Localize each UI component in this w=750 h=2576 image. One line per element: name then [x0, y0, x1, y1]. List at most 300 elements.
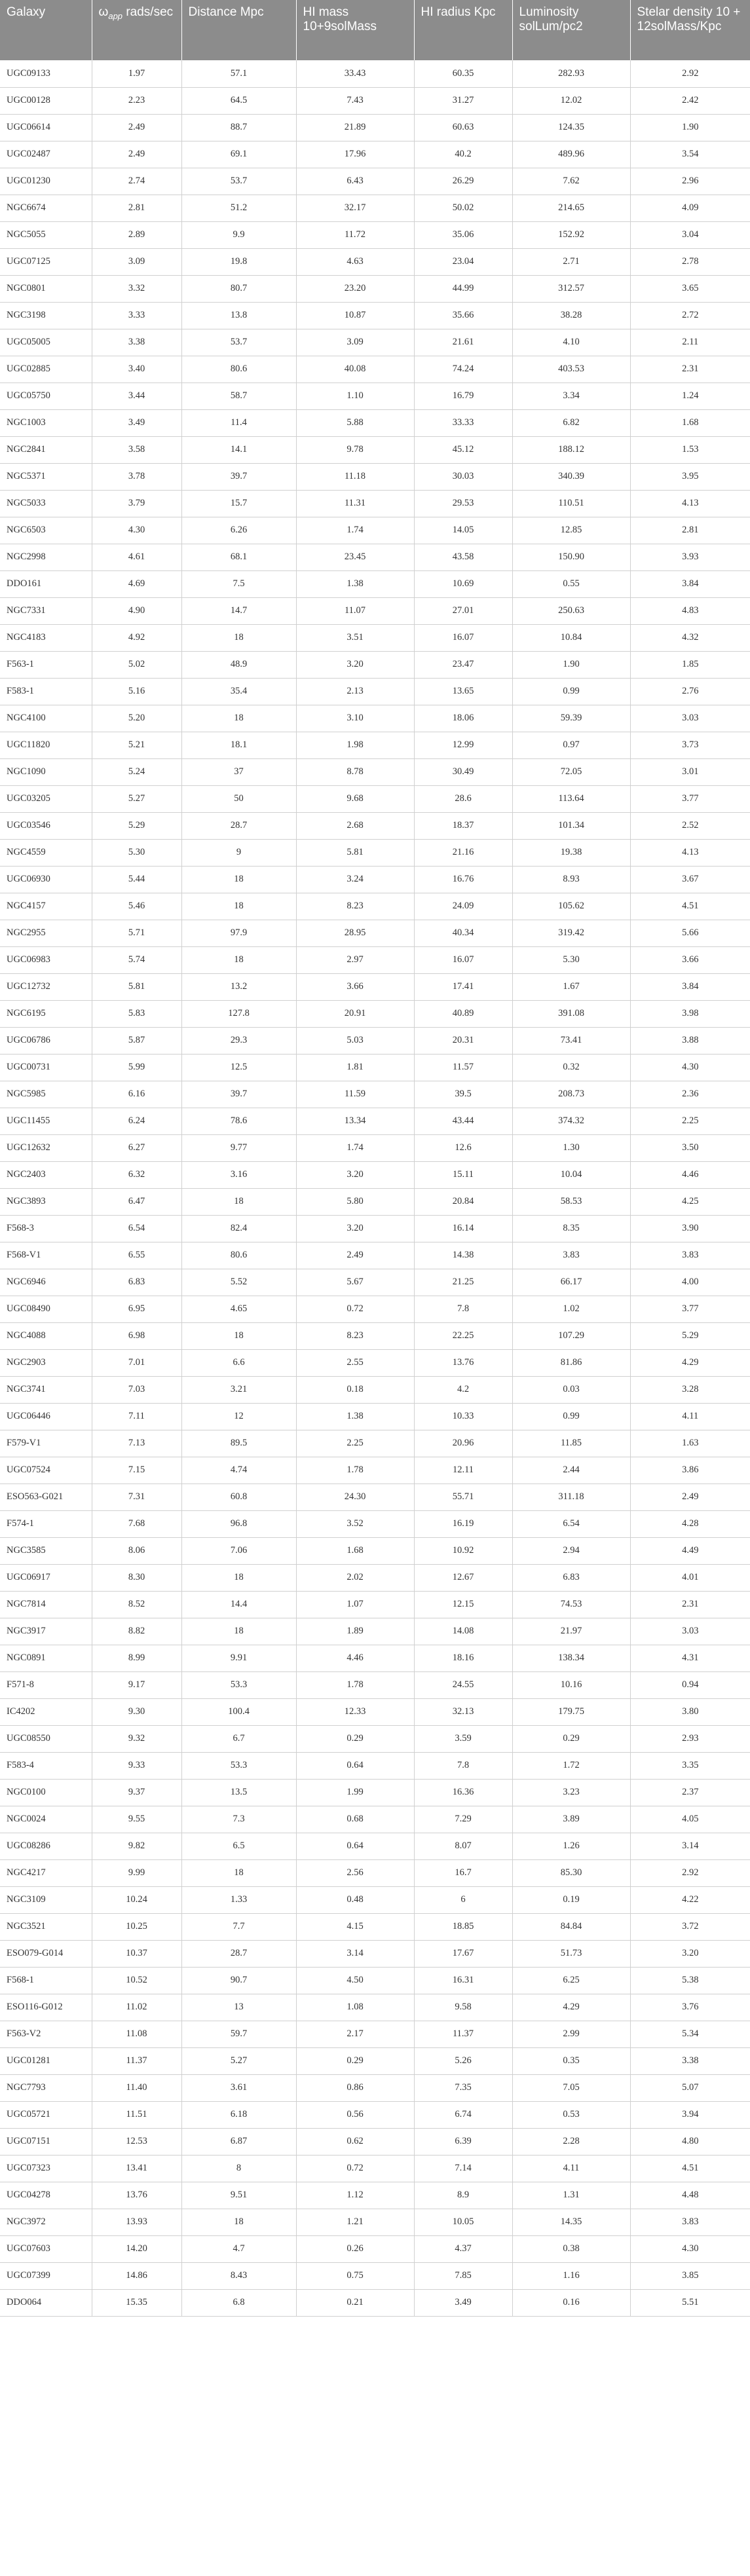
stellar-density-cell: 4.51 — [630, 2155, 750, 2182]
omega-cell: 3.79 — [92, 490, 181, 517]
stellar-density-cell: 3.65 — [630, 275, 750, 302]
distance-cell: 6.8 — [181, 2289, 296, 2316]
distance-cell: 6.7 — [181, 1725, 296, 1752]
hi-radius-cell: 29.53 — [414, 490, 512, 517]
hi-mass-cell: 3.24 — [296, 866, 414, 893]
galaxy-name-cell: NGC4088 — [0, 1322, 92, 1349]
distance-cell: 13 — [181, 1994, 296, 2021]
hi-mass-cell: 11.18 — [296, 463, 414, 490]
hi-radius-cell: 60.35 — [414, 60, 512, 87]
galaxy-name-cell: UGC00731 — [0, 1054, 92, 1081]
hi-mass-cell: 1.81 — [296, 1054, 414, 1081]
distance-cell: 12 — [181, 1403, 296, 1430]
table-row — [0, 785, 750, 812]
luminosity-cell: 11.85 — [512, 1430, 630, 1457]
omega-cell: 15.35 — [92, 2289, 181, 2316]
galaxy-name-cell: NGC3972 — [0, 2209, 92, 2235]
hi-mass-cell: 6.43 — [296, 168, 414, 195]
hi-mass-cell: 0.48 — [296, 1886, 414, 1913]
stellar-density-cell: 2.36 — [630, 1081, 750, 1108]
luminosity-cell: 188.12 — [512, 436, 630, 463]
galaxy-name-cell: UGC12732 — [0, 973, 92, 1000]
stellar-density-cell: 3.83 — [630, 1242, 750, 1269]
galaxy-name-cell: NGC7814 — [0, 1591, 92, 1618]
distance-cell: 51.2 — [181, 195, 296, 221]
hi-mass-cell: 0.26 — [296, 2235, 414, 2262]
distance-cell: 18 — [181, 2209, 296, 2235]
hi-mass-cell: 3.52 — [296, 1510, 414, 1537]
hi-mass-cell: 2.68 — [296, 812, 414, 839]
hi-mass-cell: 3.51 — [296, 624, 414, 651]
stellar-density-cell: 4.25 — [630, 1188, 750, 1215]
hi-mass-cell: 1.38 — [296, 570, 414, 597]
distance-cell: 39.7 — [181, 463, 296, 490]
omega-cell: 7.15 — [92, 1457, 181, 1484]
table-row — [0, 1537, 750, 1564]
luminosity-cell: 2.71 — [512, 248, 630, 275]
distance-cell: 4.7 — [181, 2235, 296, 2262]
hi-radius-cell: 7.14 — [414, 2155, 512, 2182]
hi-mass-cell: 0.18 — [296, 1376, 414, 1403]
table-row — [0, 2074, 750, 2101]
hi-mass-cell: 11.31 — [296, 490, 414, 517]
omega-cell: 3.32 — [92, 275, 181, 302]
omega-cell: 7.03 — [92, 1376, 181, 1403]
hi-mass-cell: 1.89 — [296, 1618, 414, 1645]
hi-mass-cell: 4.15 — [296, 1913, 414, 1940]
hi-radius-cell: 7.8 — [414, 1752, 512, 1779]
stellar-density-cell: 5.07 — [630, 2074, 750, 2101]
omega-cell: 2.49 — [92, 114, 181, 141]
galaxy-name-cell: NGC2998 — [0, 544, 92, 570]
stellar-density-cell: 3.80 — [630, 1698, 750, 1725]
table-row — [0, 1108, 750, 1134]
hi-mass-cell: 2.25 — [296, 1430, 414, 1457]
galaxy-name-cell: UGC07524 — [0, 1457, 92, 1484]
galaxy-name-cell: NGC5371 — [0, 463, 92, 490]
distance-cell: 64.5 — [181, 87, 296, 114]
distance-cell: 18 — [181, 1618, 296, 1645]
stellar-density-cell: 3.95 — [630, 463, 750, 490]
table-row — [0, 1913, 750, 1940]
stellar-density-cell: 1.63 — [630, 1430, 750, 1457]
distance-cell: 90.7 — [181, 1967, 296, 1994]
distance-cell: 53.7 — [181, 329, 296, 356]
distance-cell: 7.3 — [181, 1806, 296, 1833]
table-row — [0, 1054, 750, 1081]
omega-cell: 5.21 — [92, 732, 181, 758]
distance-cell: 13.2 — [181, 973, 296, 1000]
omega-cell: 5.27 — [92, 785, 181, 812]
stellar-density-cell: 1.90 — [630, 114, 750, 141]
luminosity-cell: 282.93 — [512, 60, 630, 87]
galaxy-name-cell: UGC08286 — [0, 1833, 92, 1859]
luminosity-cell: 3.83 — [512, 1242, 630, 1269]
distance-cell: 9.51 — [181, 2182, 296, 2209]
hi-mass-cell: 12.33 — [296, 1698, 414, 1725]
table-row — [0, 1376, 750, 1403]
luminosity-cell: 1.16 — [512, 2262, 630, 2289]
table-row — [0, 490, 750, 517]
distance-cell: 5.27 — [181, 2047, 296, 2074]
distance-cell: 69.1 — [181, 141, 296, 168]
luminosity-cell: 113.64 — [512, 785, 630, 812]
hi-radius-cell: 16.7 — [414, 1859, 512, 1886]
omega-cell: 9.82 — [92, 1833, 181, 1859]
hi-radius-cell: 7.35 — [414, 2074, 512, 2101]
table-row — [0, 946, 750, 973]
table-row — [0, 1081, 750, 1108]
galaxy-name-cell: UGC07323 — [0, 2155, 92, 2182]
hi-mass-cell: 3.20 — [296, 651, 414, 678]
hi-radius-cell: 30.49 — [414, 758, 512, 785]
hi-mass-cell: 2.17 — [296, 2021, 414, 2047]
galaxy-name-cell: UGC07603 — [0, 2235, 92, 2262]
hi-mass-cell: 40.08 — [296, 356, 414, 383]
distance-cell: 14.7 — [181, 597, 296, 624]
hi-mass-cell: 1.99 — [296, 1779, 414, 1806]
stellar-density-cell: 4.29 — [630, 1349, 750, 1376]
stellar-density-cell: 2.78 — [630, 248, 750, 275]
omega-cell: 11.51 — [92, 2101, 181, 2128]
hi-radius-cell: 16.76 — [414, 866, 512, 893]
distance-cell: 6.5 — [181, 1833, 296, 1859]
table-row — [0, 1618, 750, 1645]
hi-radius-cell: 7.85 — [414, 2262, 512, 2289]
galaxy-name-cell: NGC0024 — [0, 1806, 92, 1833]
luminosity-cell: 74.53 — [512, 1591, 630, 1618]
distance-cell: 80.6 — [181, 356, 296, 383]
hi-radius-cell: 13.65 — [414, 678, 512, 705]
galaxy-name-cell: NGC6674 — [0, 195, 92, 221]
galaxy-name-cell: UGC08490 — [0, 1296, 92, 1322]
table-row — [0, 624, 750, 651]
luminosity-cell: 1.26 — [512, 1833, 630, 1859]
luminosity-cell: 0.97 — [512, 732, 630, 758]
distance-cell: 28.7 — [181, 812, 296, 839]
omega-cell: 7.13 — [92, 1430, 181, 1457]
galaxy-name-cell: NGC7793 — [0, 2074, 92, 2101]
table-row — [0, 1833, 750, 1859]
hi-mass-cell: 1.21 — [296, 2209, 414, 2235]
luminosity-cell: 250.63 — [512, 597, 630, 624]
hi-radius-cell: 33.33 — [414, 409, 512, 436]
hi-radius-cell: 43.44 — [414, 1108, 512, 1134]
hi-radius-cell: 14.05 — [414, 517, 512, 544]
distance-cell: 6.18 — [181, 2101, 296, 2128]
hi-radius-cell: 11.37 — [414, 2021, 512, 2047]
hi-radius-cell: 4.2 — [414, 1376, 512, 1403]
luminosity-cell: 0.99 — [512, 1403, 630, 1430]
hi-radius-cell: 14.38 — [414, 1242, 512, 1269]
hi-radius-cell: 13.76 — [414, 1349, 512, 1376]
stellar-density-cell: 5.29 — [630, 1322, 750, 1349]
galaxy-name-cell: DDO064 — [0, 2289, 92, 2316]
hi-radius-cell: 12.67 — [414, 1564, 512, 1591]
stellar-density-cell: 5.51 — [630, 2289, 750, 2316]
galaxy-name-cell: NGC3893 — [0, 1188, 92, 1215]
galaxy-name-cell: UGC04278 — [0, 2182, 92, 2209]
hi-radius-cell: 55.71 — [414, 1484, 512, 1510]
stellar-density-cell: 4.28 — [630, 1510, 750, 1537]
hi-radius-cell: 23.04 — [414, 248, 512, 275]
table-row — [0, 866, 750, 893]
table-row — [0, 1215, 750, 1242]
galaxy-name-cell: NGC6946 — [0, 1269, 92, 1296]
hi-radius-cell: 40.89 — [414, 1000, 512, 1027]
hi-radius-cell: 44.99 — [414, 275, 512, 302]
stellar-density-cell: 3.54 — [630, 141, 750, 168]
luminosity-cell: 2.44 — [512, 1457, 630, 1484]
stellar-density-cell: 3.73 — [630, 732, 750, 758]
luminosity-cell: 208.73 — [512, 1081, 630, 1108]
omega-cell: 8.30 — [92, 1564, 181, 1591]
table-row — [0, 1000, 750, 1027]
distance-cell: 68.1 — [181, 544, 296, 570]
luminosity-cell: 0.55 — [512, 570, 630, 597]
table-row — [0, 2021, 750, 2047]
table-row — [0, 517, 750, 544]
galaxy-name-cell: F568-V1 — [0, 1242, 92, 1269]
hi-mass-cell: 0.72 — [296, 1296, 414, 1322]
distance-cell: 18.1 — [181, 732, 296, 758]
stellar-density-cell: 2.25 — [630, 1108, 750, 1134]
hi-mass-cell: 5.88 — [296, 409, 414, 436]
distance-cell: 127.8 — [181, 1000, 296, 1027]
omega-cell: 9.17 — [92, 1671, 181, 1698]
hi-radius-cell: 40.34 — [414, 920, 512, 946]
galaxy-name-cell: UGC03205 — [0, 785, 92, 812]
luminosity-cell: 58.53 — [512, 1188, 630, 1215]
luminosity-cell: 0.29 — [512, 1725, 630, 1752]
galaxy-name-cell: UGC01230 — [0, 168, 92, 195]
hi-mass-cell: 2.97 — [296, 946, 414, 973]
hi-radius-cell: 18.85 — [414, 1913, 512, 1940]
distance-cell: 7.5 — [181, 570, 296, 597]
hi-radius-cell: 30.03 — [414, 463, 512, 490]
table-row — [0, 383, 750, 409]
stellar-density-cell: 3.93 — [630, 544, 750, 570]
omega-cell: 6.47 — [92, 1188, 181, 1215]
distance-cell: 57.1 — [181, 60, 296, 87]
hi-radius-cell: 18.06 — [414, 705, 512, 732]
distance-cell: 29.3 — [181, 1027, 296, 1054]
stellar-density-cell: 3.66 — [630, 946, 750, 973]
distance-cell: 18 — [181, 866, 296, 893]
stellar-density-cell: 2.81 — [630, 517, 750, 544]
stellar-density-cell: 2.37 — [630, 1779, 750, 1806]
luminosity-cell: 10.04 — [512, 1161, 630, 1188]
omega-cell: 6.27 — [92, 1134, 181, 1161]
luminosity-cell: 311.18 — [512, 1484, 630, 1510]
hi-mass-cell: 9.78 — [296, 436, 414, 463]
omega-cell: 4.61 — [92, 544, 181, 570]
table-row — [0, 2209, 750, 2235]
distance-cell: 3.21 — [181, 1376, 296, 1403]
table-row — [0, 1510, 750, 1537]
omega-cell: 3.78 — [92, 463, 181, 490]
omega-cell: 4.69 — [92, 570, 181, 597]
galaxy-name-cell: NGC3521 — [0, 1913, 92, 1940]
galaxy-name-cell: NGC6195 — [0, 1000, 92, 1027]
table-row — [0, 1591, 750, 1618]
stellar-density-cell: 3.35 — [630, 1752, 750, 1779]
stellar-density-cell: 4.00 — [630, 1269, 750, 1296]
omega-cell: 6.24 — [92, 1108, 181, 1134]
distance-cell: 35.4 — [181, 678, 296, 705]
luminosity-cell: 7.62 — [512, 168, 630, 195]
luminosity-cell: 391.08 — [512, 1000, 630, 1027]
luminosity-cell: 72.05 — [512, 758, 630, 785]
stellar-density-cell: 4.11 — [630, 1403, 750, 1430]
galaxy-name-cell: NGC4559 — [0, 839, 92, 866]
omega-cell: 6.95 — [92, 1296, 181, 1322]
galaxy-name-cell: NGC0100 — [0, 1779, 92, 1806]
hi-mass-cell: 3.66 — [296, 973, 414, 1000]
hi-radius-cell: 21.16 — [414, 839, 512, 866]
luminosity-cell: 0.32 — [512, 1054, 630, 1081]
hi-mass-cell: 4.46 — [296, 1645, 414, 1671]
distance-cell: 6.6 — [181, 1349, 296, 1376]
galaxy-name-cell: NGC4217 — [0, 1859, 92, 1886]
galaxy-name-cell: NGC5985 — [0, 1081, 92, 1108]
omega-cell: 5.44 — [92, 866, 181, 893]
stellar-density-cell: 3.14 — [630, 1833, 750, 1859]
hi-mass-cell: 1.78 — [296, 1671, 414, 1698]
stellar-density-cell: 4.30 — [630, 1054, 750, 1081]
stellar-density-cell: 2.92 — [630, 60, 750, 87]
omega-cell: 9.37 — [92, 1779, 181, 1806]
table-row — [0, 1859, 750, 1886]
header-galaxy: Galaxy — [0, 0, 92, 60]
hi-radius-cell: 28.6 — [414, 785, 512, 812]
hi-mass-cell: 11.07 — [296, 597, 414, 624]
table-row — [0, 1188, 750, 1215]
distance-cell: 39.7 — [181, 1081, 296, 1108]
hi-mass-cell: 24.30 — [296, 1484, 414, 1510]
hi-radius-cell: 7.8 — [414, 1296, 512, 1322]
luminosity-cell: 12.02 — [512, 87, 630, 114]
omega-cell: 3.33 — [92, 302, 181, 329]
hi-radius-cell: 17.67 — [414, 1940, 512, 1967]
table-row — [0, 168, 750, 195]
luminosity-cell: 6.83 — [512, 1564, 630, 1591]
omega-cell: 11.40 — [92, 2074, 181, 2101]
distance-cell: 12.5 — [181, 1054, 296, 1081]
distance-cell: 18 — [181, 1859, 296, 1886]
hi-mass-cell: 7.43 — [296, 87, 414, 114]
galaxy-name-cell: NGC2841 — [0, 436, 92, 463]
distance-cell: 13.8 — [181, 302, 296, 329]
galaxy-name-cell: NGC6503 — [0, 517, 92, 544]
luminosity-cell: 81.86 — [512, 1349, 630, 1376]
stellar-density-cell: 5.66 — [630, 920, 750, 946]
table-row — [0, 597, 750, 624]
hi-radius-cell: 32.13 — [414, 1698, 512, 1725]
hi-mass-cell: 17.96 — [296, 141, 414, 168]
hi-radius-cell: 27.01 — [414, 597, 512, 624]
galaxy-name-cell: NGC3585 — [0, 1537, 92, 1564]
table-row — [0, 195, 750, 221]
hi-radius-cell: 18.37 — [414, 812, 512, 839]
galaxy-name-cell: NGC4100 — [0, 705, 92, 732]
table-row — [0, 60, 750, 87]
hi-radius-cell: 10.05 — [414, 2209, 512, 2235]
hi-mass-cell: 11.59 — [296, 1081, 414, 1108]
omega-cell: 13.93 — [92, 2209, 181, 2235]
table-row — [0, 1403, 750, 1430]
stellar-density-cell: 4.13 — [630, 490, 750, 517]
hi-radius-cell: 60.63 — [414, 114, 512, 141]
hi-radius-cell: 3.49 — [414, 2289, 512, 2316]
stellar-density-cell: 4.83 — [630, 597, 750, 624]
hi-mass-cell: 1.08 — [296, 1994, 414, 2021]
galaxy-name-cell: UGC06917 — [0, 1564, 92, 1591]
distance-cell: 53.3 — [181, 1752, 296, 1779]
galaxy-name-cell: UGC02487 — [0, 141, 92, 168]
omega-cell: 2.74 — [92, 168, 181, 195]
galaxy-name-cell: UGC05750 — [0, 383, 92, 409]
distance-cell: 78.6 — [181, 1108, 296, 1134]
omega-cell: 8.52 — [92, 1591, 181, 1618]
galaxy-name-cell: NGC2903 — [0, 1349, 92, 1376]
stellar-density-cell: 4.49 — [630, 1537, 750, 1564]
galaxy-name-cell: UGC02885 — [0, 356, 92, 383]
omega-cell: 6.98 — [92, 1322, 181, 1349]
luminosity-cell: 489.96 — [512, 141, 630, 168]
galaxy-name-cell: UGC11455 — [0, 1108, 92, 1134]
distance-cell: 7.7 — [181, 1913, 296, 1940]
luminosity-cell: 105.62 — [512, 893, 630, 920]
hi-mass-cell: 1.10 — [296, 383, 414, 409]
stellar-density-cell: 3.03 — [630, 1618, 750, 1645]
stellar-density-cell: 2.92 — [630, 1859, 750, 1886]
hi-mass-cell: 5.03 — [296, 1027, 414, 1054]
galaxy-name-cell: ESO563-G021 — [0, 1484, 92, 1510]
table-row — [0, 839, 750, 866]
stellar-density-cell: 3.38 — [630, 2047, 750, 2074]
hi-radius-cell: 21.61 — [414, 329, 512, 356]
distance-cell: 8.43 — [181, 2262, 296, 2289]
distance-cell: 50 — [181, 785, 296, 812]
galaxy-name-cell: NGC2403 — [0, 1161, 92, 1188]
hi-mass-cell: 1.74 — [296, 517, 414, 544]
table-row — [0, 221, 750, 248]
hi-radius-cell: 12.15 — [414, 1591, 512, 1618]
table-row — [0, 705, 750, 732]
header-omega: $\omega_{app}$ rads/sec — [92, 0, 181, 60]
table-row — [0, 1242, 750, 1269]
hi-radius-cell: 45.12 — [414, 436, 512, 463]
hi-mass-cell: 0.75 — [296, 2262, 414, 2289]
omega-cell: 9.32 — [92, 1725, 181, 1752]
hi-mass-cell: 1.38 — [296, 1403, 414, 1430]
stellar-density-cell: 3.94 — [630, 2101, 750, 2128]
galaxy-name-cell: UGC06446 — [0, 1403, 92, 1430]
galaxy-name-cell: UGC03546 — [0, 812, 92, 839]
hi-mass-cell: 0.72 — [296, 2155, 414, 2182]
table-row — [0, 1940, 750, 1967]
luminosity-cell: 38.28 — [512, 302, 630, 329]
luminosity-cell: 66.17 — [512, 1269, 630, 1296]
stellar-density-cell: 4.22 — [630, 1886, 750, 1913]
omega-cell: 11.08 — [92, 2021, 181, 2047]
stellar-density-cell: 3.85 — [630, 2262, 750, 2289]
luminosity-cell: 107.29 — [512, 1322, 630, 1349]
table-row — [0, 1564, 750, 1591]
hi-radius-cell: 9.58 — [414, 1994, 512, 2021]
hi-mass-cell: 1.68 — [296, 1537, 414, 1564]
